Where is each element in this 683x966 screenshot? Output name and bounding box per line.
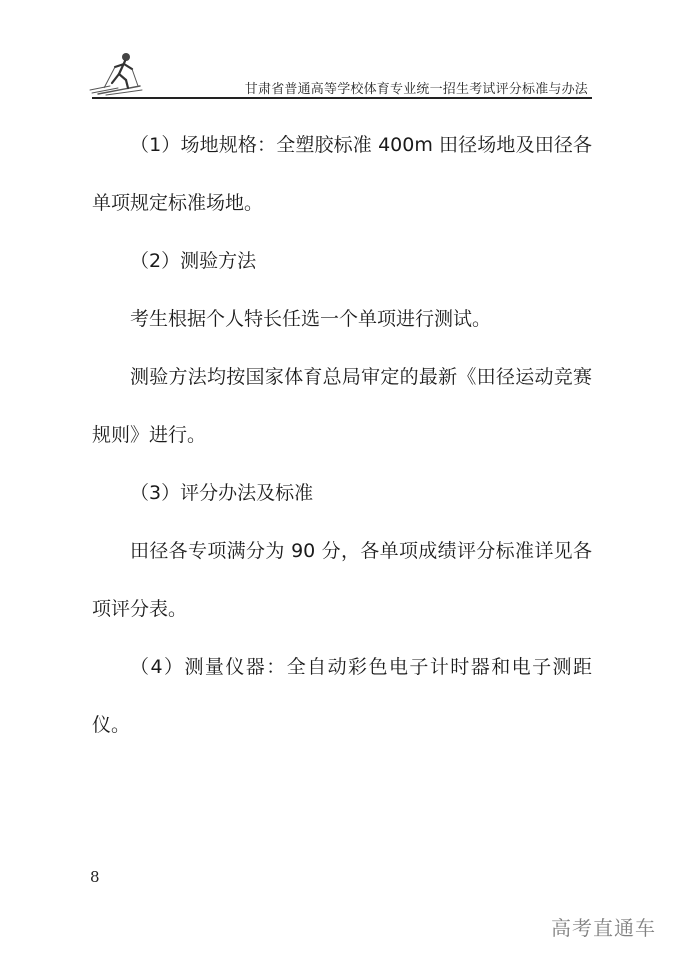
paragraph-test-method-heading: （2）测验方法 bbox=[130, 250, 257, 272]
paragraph-venue-spec: （1）场地规格：全塑胶标准 400m 田径场地及田径各单项规定标准场地。 bbox=[92, 134, 592, 214]
page-number: 8 bbox=[90, 868, 100, 886]
page-header bbox=[0, 0, 683, 110]
watermark: 高考直通车 bbox=[551, 916, 656, 940]
paragraph-scoring-heading: （3）评分办法及标准 bbox=[130, 482, 314, 504]
paragraph-instruments: （4）测量仪器：全自动彩色电子计时器和电子测距仪。 bbox=[92, 656, 592, 736]
paragraph-full-score: 田径各专项满分为 90 分，各单项成绩评分标准详见各项评分表。 bbox=[92, 540, 592, 620]
header-divider bbox=[92, 97, 592, 99]
paragraph-competition-rules: 测验方法均按国家体育总局审定的最新《田径运动竞赛规则》进行。 bbox=[92, 366, 592, 446]
header-title: 甘肃省普通高等学校体育专业统一招生考试评分标准与办法 bbox=[244, 82, 588, 97]
document-body bbox=[92, 116, 592, 754]
paragraph-event-choice: 考生根据个人特长任选一个单项进行测试。 bbox=[130, 308, 492, 330]
skier-icon bbox=[88, 50, 144, 96]
